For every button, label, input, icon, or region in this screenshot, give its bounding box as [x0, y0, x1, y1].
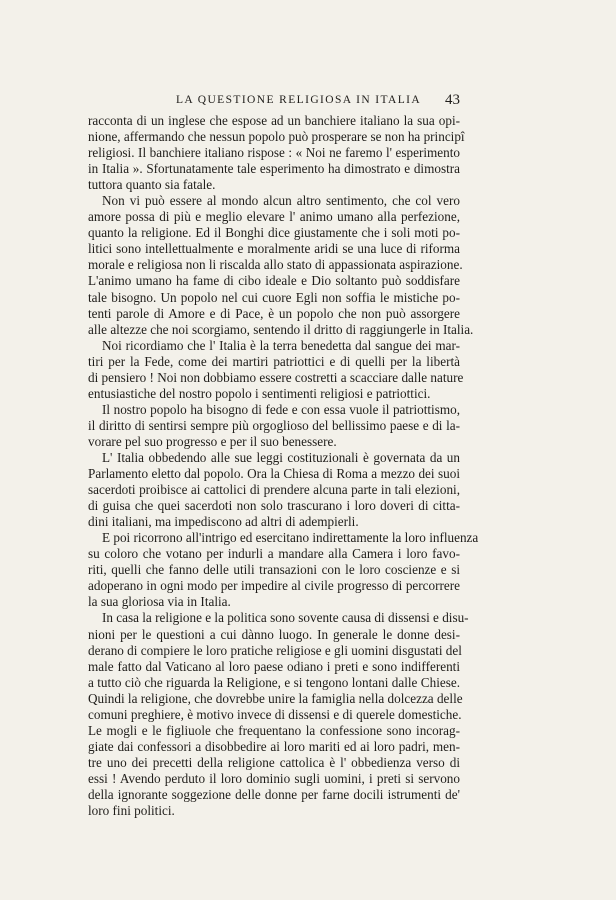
text-line: tale bisogno. Un popolo nel cui cuore Egli non soffia le mistiche po- — [88, 289, 460, 305]
text-line: male fatto dal Vaticano al loro paese odiano i preti e sono indifferenti — [88, 658, 460, 674]
page-header — [88, 92, 460, 112]
text-line: L'animo umano ha fame di cibo ideale e Dio soltanto può soddisfare — [88, 273, 460, 289]
text-line: nioni per le questioni a cui dànno luogo. In generale le donne desi- — [88, 626, 460, 642]
text-line: Quindi la religione, che dovrebbe unire la famiglia nella dolcezza delle — [88, 690, 463, 706]
text-line: Le mogli e le figliuole che frequentano la confessione sono incorag- — [88, 722, 460, 738]
text-line: nione, affermando che nessun popolo può prosperare se non ha principî — [88, 129, 465, 145]
text-line: Noi ricordiamo che l' Italia è la terra benedetta dal sangue dei mar- — [102, 337, 460, 353]
text-line: giate dai confessori a disobbedire ai loro mariti ed ai loro padri, men- — [88, 738, 460, 754]
text-line: religiosi. Il banchiere italiano rispose : « Noi ne faremo l' esperimento — [88, 145, 460, 161]
text-line: racconta di un inglese che espose ad un banchiere italiano la sua opi- — [88, 113, 460, 128]
text-line: della ignorante soggezione delle donne per farne docili istrumenti de' — [88, 786, 460, 802]
text-line: loro fini politici. — [88, 803, 175, 819]
text-line: tenti parole di Amore e di Pace, è un popolo che non può assorgere — [88, 305, 460, 321]
text-line: su coloro che votano per indurli a mandare alla Camera i loro favo- — [88, 546, 460, 562]
text-line: essi ! Avendo perduto il loro dominio sugli uomini, i preti si servono — [88, 770, 460, 786]
text-line: In casa la religione e la politica sono sovente causa di dissensi e disu- — [102, 610, 469, 626]
text-line: tuttora quanto sia fatale. — [88, 177, 216, 193]
text-line: E poi ricorrono all'intrigo ed esercitano indirettamente la loro influenza — [102, 530, 479, 546]
text-line: adoperano in ogni modo per impedire al civile progresso di percorrere — [88, 578, 460, 594]
text-line: sacerdoti proibisce ai cattolici di prendere alcuna parte in tali elezioni, — [88, 482, 460, 498]
text-line: tiri per la Fede, come dei martiri patriottici e di quelli per la libertà — [88, 353, 460, 369]
text-line: dini italiani, ma impediscono ad altri di adempierli. — [88, 514, 359, 530]
text-line: di guisa che quei sacerdoti non solo trascurano i loro doveri di citta- — [88, 498, 460, 514]
text-line: tre uno dei precetti della religione cattolica è l' obbedienza verso di — [88, 754, 460, 770]
text-line: a tutto ciò che riguarda la Religione, e si tengono lontani dalle Chiese. — [88, 674, 460, 690]
text-line: alle altezze che noi scorgiamo, sentendo il dritto di raggiungerle in Italia. — [88, 321, 474, 337]
running-title: LA QUESTIONE RELIGIOSA IN ITALIA — [176, 94, 422, 106]
text-line: di pensiero ! Noi non dobbiamo essere costretti a scacciare dalle nature — [88, 369, 464, 385]
page-number: 43 — [445, 92, 460, 108]
text-line: Non vi può essere al mondo alcun altro sentimento, che col vero — [102, 193, 460, 209]
text-line: Parlamento eletto dal popolo. Ora la Chiesa di Roma a mezzo dei suoi — [88, 466, 460, 482]
text-line: quanto la religione. Ed il Bonghi dice giustamente che i soli moti po- — [88, 225, 460, 241]
text-line: in Italia ». Sfortunatamente tale esperimento ha dimostrato e dimostra — [88, 161, 460, 177]
text-line: litici sono intellettualmente e moralmente aridi se una luce di riforma — [88, 241, 460, 257]
body-text — [88, 113, 479, 819]
text-line: amore possa di più e meglio elevare l' animo umano alla perfezione, — [88, 209, 460, 225]
text-line: morale e religiosa non li riscalda allo stato di appassionata aspirazione. — [88, 257, 463, 273]
text-line: comuni preghiere, è motivo invece di dissensi e di querele domestiche. — [88, 706, 462, 722]
text-line: entusiastiche del nostro popolo i sentimenti religiosi e patriottici. — [88, 385, 431, 401]
text-line: riti, quelli che fanno delle utili transazioni con le loro coscienze e si — [88, 562, 460, 578]
text-line: L' Italia obbedendo alle sue leggi costituzionali è governata da un — [102, 449, 460, 465]
text-line: il diritto di sentirsi sempre più orgoglioso del bellissimo paese e di la- — [88, 417, 460, 433]
text-line: Il nostro popolo ha bisogno di fede e con essa vuole il patriottismo, — [102, 401, 460, 417]
text-line: la sua gloriosa via in Italia. — [88, 594, 231, 610]
text-line: vorare pel suo progresso e per il suo benessere. — [88, 433, 337, 449]
text-line: derano di compiere le loro pratiche religiose e gli uomini disgustati del — [88, 642, 462, 658]
